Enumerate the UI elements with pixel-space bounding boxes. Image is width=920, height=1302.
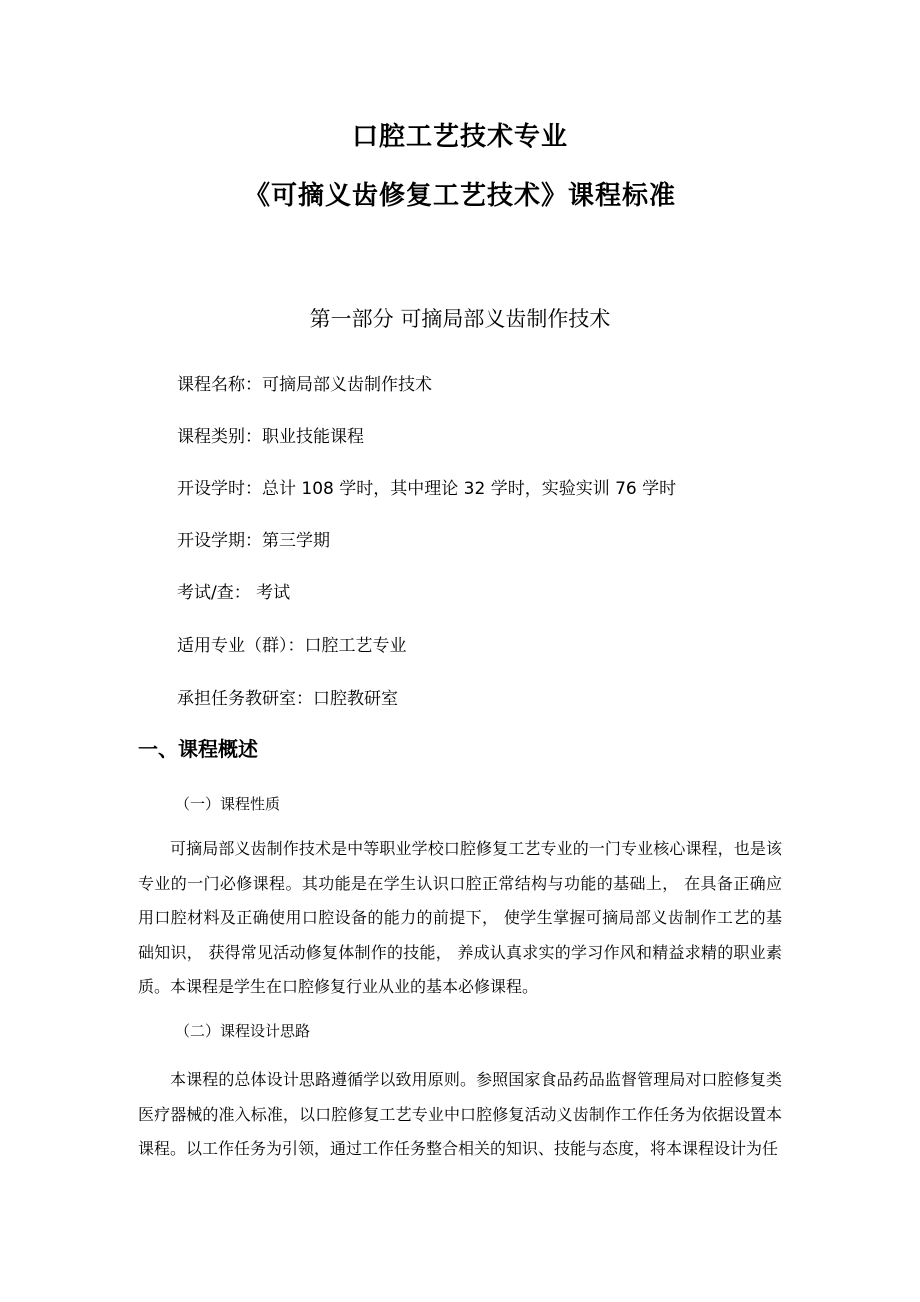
document-title-line1: 口腔工艺技术专业 — [351, 122, 568, 152]
section-heading-overview: 一、课程概述 — [138, 737, 258, 761]
info-applicable-major — [177, 631, 407, 656]
part-heading: 第一部分 可摘局部义齿制作技术 — [309, 307, 611, 331]
info-label: 承担任务教研室： — [177, 689, 313, 709]
info-course-name — [177, 370, 432, 395]
info-course-category — [177, 422, 364, 447]
info-assessment — [177, 578, 290, 603]
info-value: 可摘局部义齿制作技术 — [262, 375, 432, 395]
info-label: 课程类别： — [177, 427, 262, 447]
paragraph-nature: 可摘局部义齿制作技术是中等职业学校口腔修复工艺专业的一门专业核心课程，也是该专业的一门必修课程。其功能是在学生认识口腔正常结构与功能的基础上， 在具备正确应用口腔材料及正确使用口腔设备的能力的前提下， 使学生掌握可摘局部义齿制作工艺的基础知识， 获得常见活动修复体制作的技能， 养成认真求实的学习作风和精益求精的职业素质。本课程是学生在口腔修复行业从业的基本必修课程。 — [138, 839, 782, 996]
info-value: 职业技能课程 — [262, 427, 364, 447]
info-value: 总计 108 学时，其中理论 32 学时，实验实训 76 学时 — [262, 479, 677, 499]
info-value: 口腔教研室 — [313, 689, 398, 709]
info-value: 考试 — [250, 583, 291, 603]
subsection-heading-design: （二）课程设计思路 — [175, 1022, 311, 1040]
info-value: 口腔工艺专业 — [304, 636, 407, 656]
document-title-line2: 《可摘义齿修复工艺技术》课程标准 — [243, 181, 676, 211]
info-course-hours — [177, 474, 676, 499]
paragraph-design: 本课程的总体设计思路遵循学以致用原则。参照国家食品药品监督管理局对口腔修复类医疗器械的准入标准，以口腔修复工艺专业中口腔修复活动义齿制作工作任务为依据设置本课程。以工作任务为引领，通过工作任务整合相关的知识、技能与态度，将本课程设计为任 — [138, 1070, 782, 1158]
info-label: 课程名称： — [177, 375, 262, 395]
info-value: 第三学期 — [262, 531, 330, 551]
info-label: 开设学时： — [177, 479, 262, 499]
info-teaching-office — [177, 684, 398, 709]
info-label: 开设学期： — [177, 531, 262, 551]
info-label: 考试/查： — [177, 583, 251, 603]
info-course-term — [177, 526, 330, 551]
info-label: 适用专业（群）： — [177, 636, 305, 656]
subsection-heading-nature: （一）课程性质 — [175, 795, 281, 813]
